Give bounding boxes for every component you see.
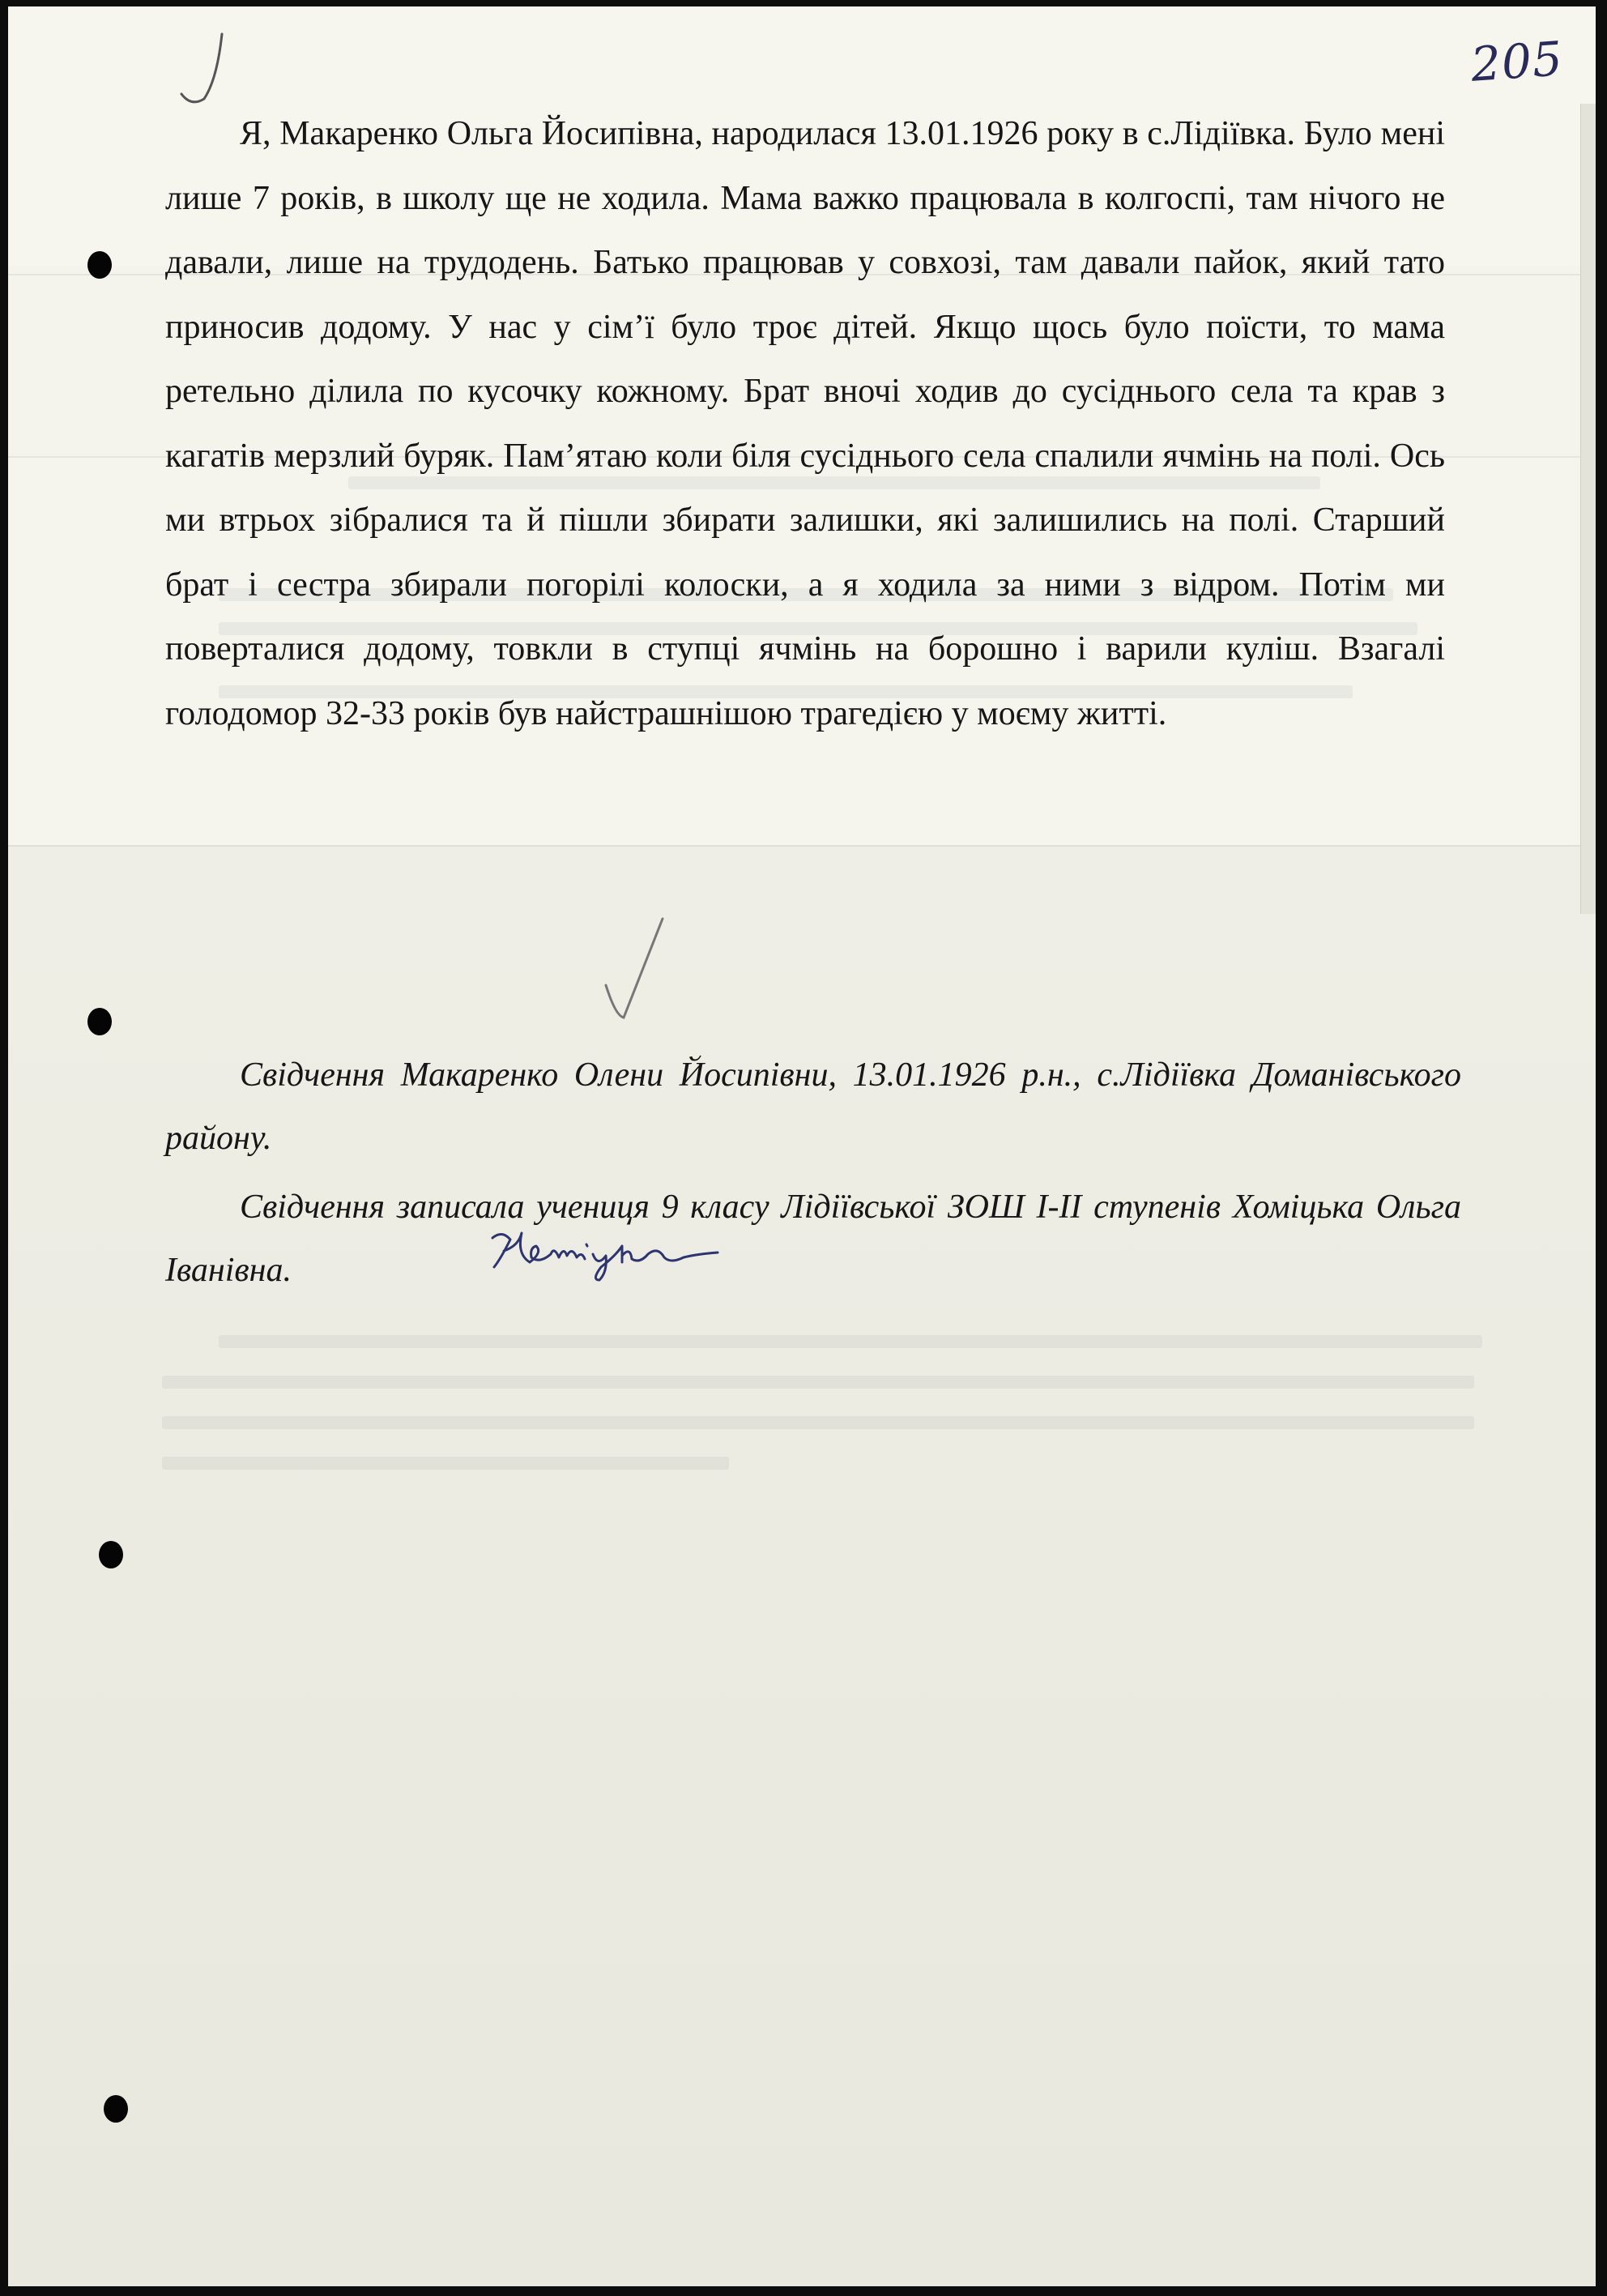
check-mark-icon xyxy=(175,31,232,112)
paper-edge xyxy=(8,845,1596,847)
bleed-through xyxy=(162,1376,1474,1389)
punch-hole xyxy=(99,1541,123,1568)
bleed-through xyxy=(219,1335,1482,1348)
handwritten-signature xyxy=(486,1222,729,1287)
punch-hole xyxy=(104,2095,128,2123)
recorder-note: Свідчення записала учениця 9 класу Лідіївської ЗОШ І-ІІ ступенів Хоміцька Ольга Іванівна. xyxy=(165,1189,1461,1289)
document-page xyxy=(8,6,1596,2286)
paper-edge-strip xyxy=(1580,104,1596,914)
bleed-through xyxy=(162,1416,1474,1429)
testimony-text: Я, Макаренко Ольга Йосипівна, народилася 13.01.1926 року в с.Лідіївка. Було мені лише 7 років, в школу ще не ходила. Мама важко працювала в колгоспі, там нічого не давали, лише на трудодень. Батько працював у совхозі, там давали пайок, який тато приносив додому. У нас у сім’ї було троє дітей. Якщо щось було поїсти, то мама ретельно ділила по кусочку кожному. Брат вночі ходив до сусіднього села та крав з кагатів мерзлий буряк. Пам’ятаю коли біля сусіднього села спалили ячмінь на полі. Ось ми втрьох зібралися та й пішли збирати залишки, які залишились на полі. Старший брат і сестра збирали погорілі колоски, а я ходила за ними з відром. Потім ми поверталися додому, товкли в ступці ячмінь на борошно і варили куліш. Взагалі голодомор 32-33 років був найстрашнішою трагедією у моєму житті. xyxy=(165,115,1445,732)
testimony-attribution: Свідчення Макаренко Олени Йосипівни, 13.01.1926 р.н., с.Лідіївка Доманівського району. xyxy=(165,1056,1461,1157)
bleed-through xyxy=(162,1457,729,1470)
punch-hole xyxy=(87,251,112,279)
check-mark-icon xyxy=(598,912,671,1034)
punch-hole xyxy=(87,1008,112,1035)
page-number: 205 xyxy=(1469,31,1566,92)
